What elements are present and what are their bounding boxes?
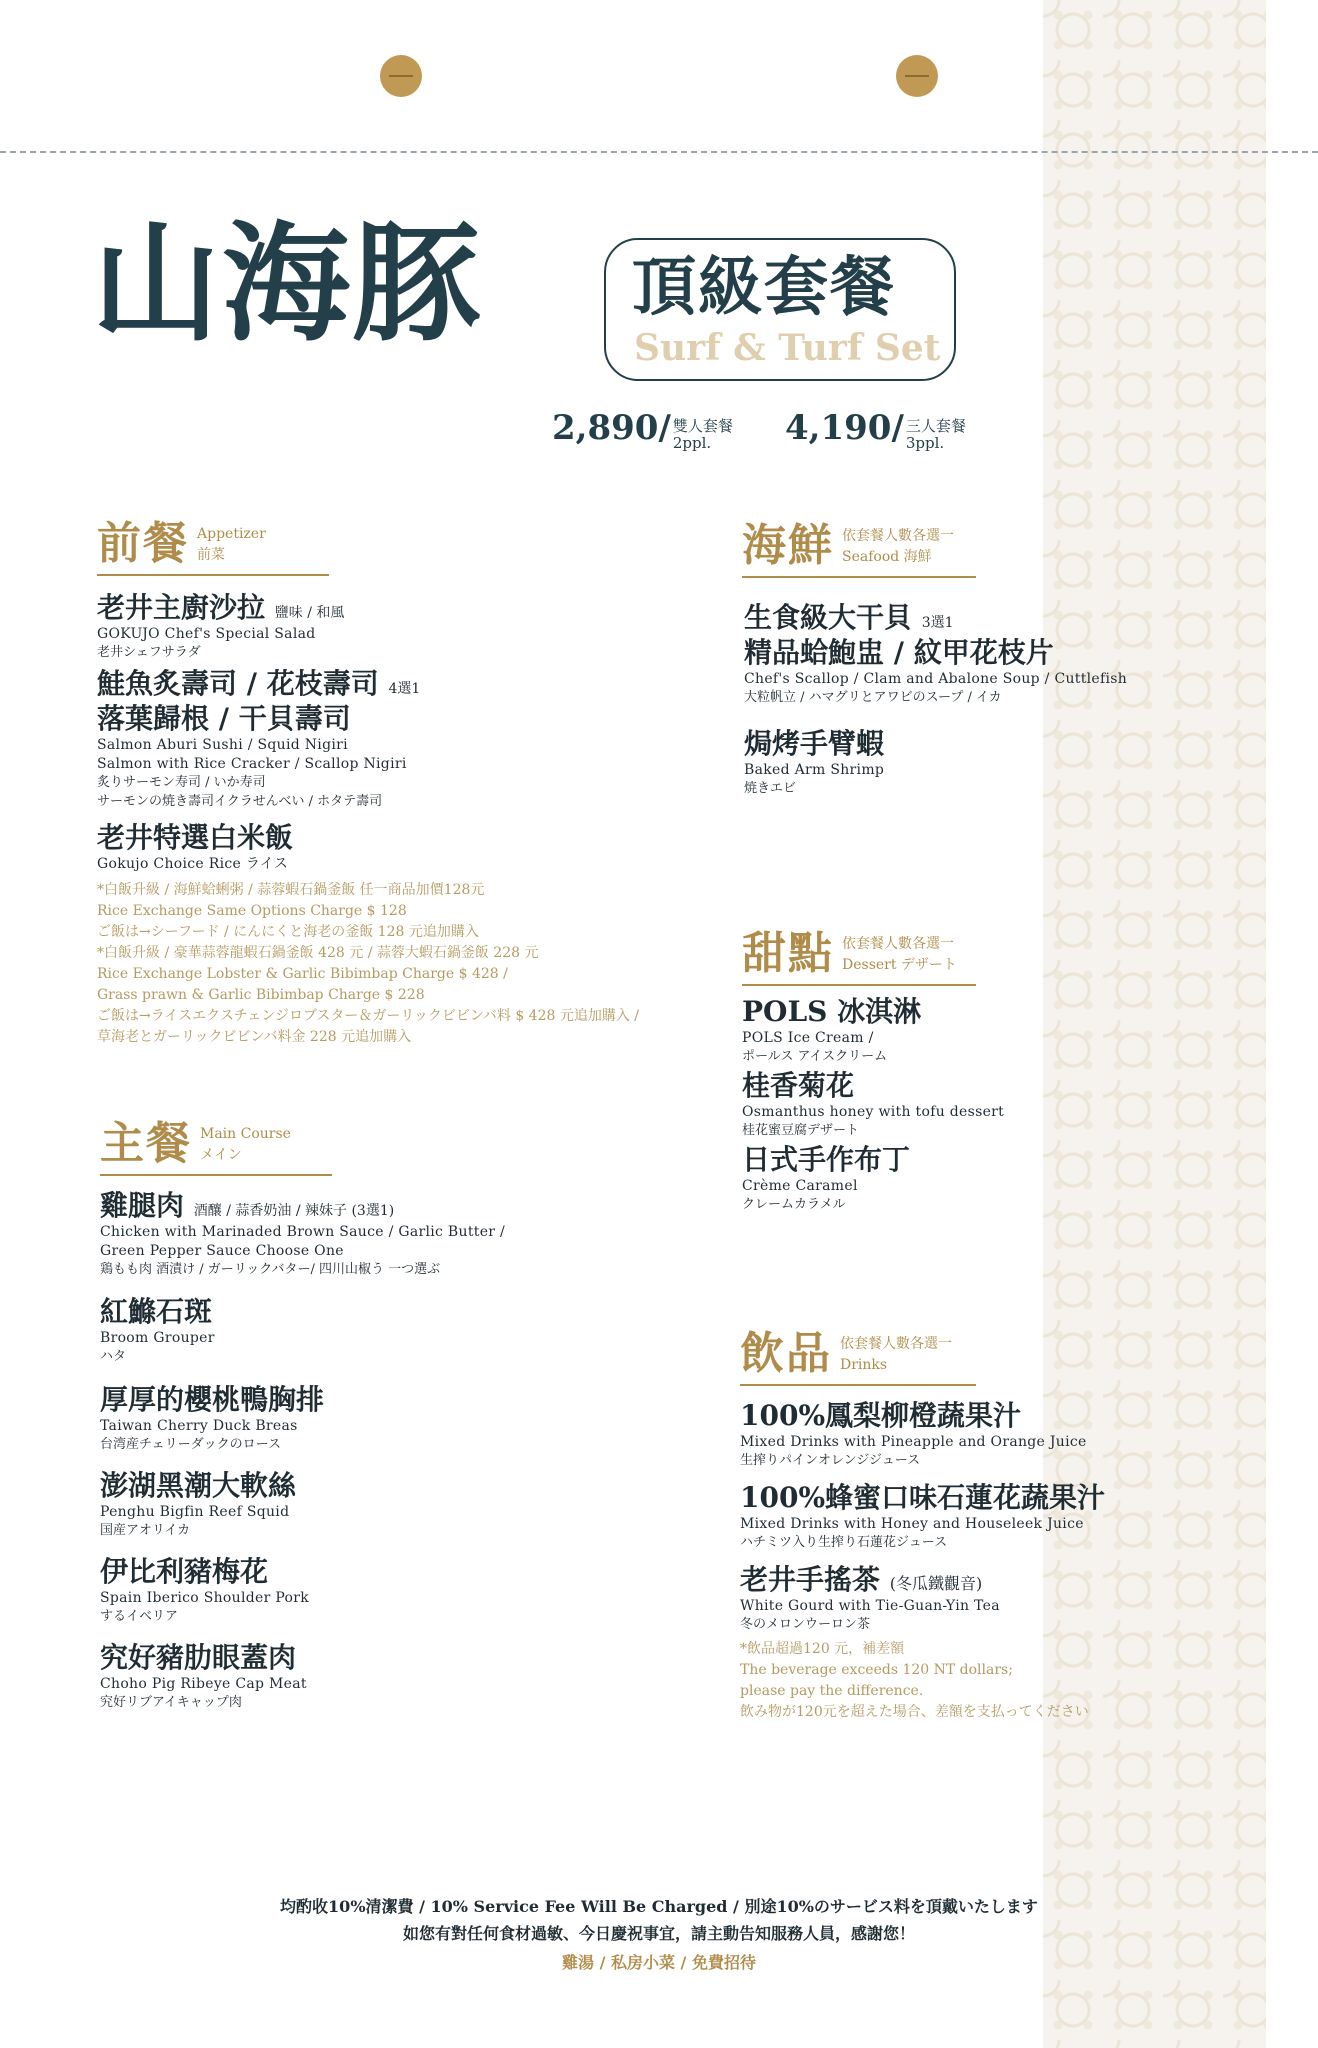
item-name: 100%鳳梨柳橙蔬果汁 bbox=[740, 1399, 1022, 1432]
footer-complimentary: 雞湯 / 私房小菜 / 免費招待 bbox=[562, 1953, 756, 1972]
drink-note: The beverage exceeds 120 NT dollars; bbox=[740, 1661, 1013, 1678]
section-subtitle-2: Seafood 海鮮 bbox=[842, 549, 932, 565]
section-title: 甜點 bbox=[742, 928, 834, 979]
item-note: 酒釀 / 蒜香奶油 / 辣妹子 (3選1) bbox=[193, 1203, 395, 1219]
section-subtitle-en: Main Course bbox=[200, 1126, 291, 1142]
decorative-pattern-strip bbox=[1043, 0, 1266, 2048]
item-en: Chef's Scallop / Clam and Abalone Soup / Cuttlefish bbox=[744, 671, 1128, 687]
menu-item bbox=[742, 994, 921, 1067]
item-name: 焗烤手臂蝦 bbox=[744, 727, 885, 760]
item-jp: 冬のメロンウーロン茶 bbox=[740, 1616, 871, 1632]
drink-note: *飲品超過120 元，補差額 bbox=[740, 1640, 905, 1657]
item-jp: 大粒帆立 / ハマグリとアワビのスープ / イカ bbox=[744, 689, 1002, 705]
menu-item bbox=[100, 1554, 309, 1627]
item-name: 日式手作布丁 bbox=[742, 1143, 911, 1176]
item-jp: 国産アオリイカ bbox=[100, 1522, 191, 1538]
item-name: 精品蛤鮑盅 / 紋甲花枝片 bbox=[744, 636, 1054, 669]
section-dessert-header bbox=[742, 928, 976, 986]
set-title-en: Surf & Turf Set bbox=[634, 327, 941, 369]
set-title-box bbox=[604, 238, 956, 381]
binder-hole-right bbox=[896, 55, 938, 97]
item-jp: 究好リブアイキャップ肉 bbox=[100, 1694, 242, 1710]
menu-item bbox=[740, 1398, 1087, 1471]
item-en: Salmon with Rice Cracker / Scallop Nigiri bbox=[97, 755, 407, 772]
item-jp: 鶏もも肉 酒漬け / ガーリックバター/ 四川山椒う 一つ選ぶ bbox=[100, 1261, 441, 1277]
item-note: (冬瓜鐵觀音) bbox=[889, 1574, 983, 1593]
footer-service-fee: 均酌收10%清潔費 / 10% Service Fee Will Be Charged / 別途10%のサービス料を頂戴いたします bbox=[280, 1897, 1038, 1916]
item-name: 紅鰷石斑 bbox=[100, 1295, 213, 1328]
price-label-en: 2ppl. bbox=[672, 433, 712, 452]
menu-item bbox=[100, 1640, 307, 1713]
section-underline bbox=[742, 576, 976, 578]
item-name: 100%蜂蜜口味石蓮花蔬果汁 bbox=[740, 1481, 1106, 1514]
item-name: POLS 冰淇淋 bbox=[742, 995, 922, 1028]
menu-item bbox=[740, 1480, 1105, 1553]
section-title: 飲品 bbox=[740, 1328, 832, 1379]
item-en: Choho Pig Ribeye Cap Meat bbox=[100, 1676, 307, 1692]
drink-note: please pay the difference. bbox=[740, 1682, 924, 1699]
dashed-divider bbox=[0, 151, 1318, 153]
item-jp: ハチミツ入り生搾り石蓮花ジュース bbox=[740, 1534, 948, 1550]
section-main-header bbox=[100, 1118, 332, 1176]
section-subtitle-en: Appetizer bbox=[197, 526, 266, 542]
item-jp: 桂花蜜豆腐デザート bbox=[742, 1122, 860, 1138]
item-en: Broom Grouper bbox=[100, 1330, 215, 1346]
menu-item bbox=[742, 1142, 910, 1215]
footer-allergy-note: 如您有對任何食材過敏、今日慶祝事宜，請主動告知服務人員，感謝您！ bbox=[402, 1924, 915, 1943]
item-jp: 焼きエビ bbox=[744, 780, 797, 796]
menu-item bbox=[97, 666, 420, 811]
section-subtitle-jp: メイン bbox=[200, 1147, 242, 1163]
menu-item bbox=[744, 726, 884, 799]
item-name: 澎湖黑潮大軟絲 bbox=[100, 1469, 297, 1502]
section-underline bbox=[740, 1384, 976, 1386]
item-jp: ハタ bbox=[100, 1348, 127, 1364]
item-jp: するイベリア bbox=[100, 1608, 179, 1624]
item-en: Osmanthus honey with tofu dessert bbox=[742, 1104, 1005, 1120]
item-jp: サーモンの焼き壽司イクラせんべい / ホタテ壽司 bbox=[97, 793, 383, 809]
price-3ppl bbox=[785, 408, 966, 451]
section-title: 主餐 bbox=[100, 1118, 192, 1169]
rice-note: 草海老とガーリックビビンバ料金 228 元追加購入 bbox=[97, 1028, 412, 1045]
item-name: 雞腿肉 bbox=[100, 1189, 185, 1222]
item-en: Salmon Aburi Sushi / Squid Nigiri bbox=[97, 737, 348, 753]
item-jp: 台湾産チェリーダックのロース bbox=[100, 1436, 281, 1452]
item-name: 老井手搖茶 bbox=[740, 1563, 881, 1596]
price-2ppl bbox=[552, 408, 733, 451]
section-subtitle-1: 依套餐人數各選一 bbox=[840, 1336, 952, 1352]
item-note: 4選1 bbox=[388, 681, 421, 697]
section-title: 前餐 bbox=[97, 518, 189, 569]
menu-item bbox=[742, 1068, 1004, 1141]
item-en: Taiwan Cherry Duck Breas bbox=[100, 1418, 298, 1434]
menu-item bbox=[100, 1468, 296, 1541]
section-underline bbox=[100, 1174, 332, 1176]
item-jp: 老井シェフサラダ bbox=[97, 644, 201, 660]
item-name: 老井主廚沙拉 bbox=[97, 591, 266, 624]
item-name: 桂香菊花 bbox=[742, 1069, 855, 1102]
item-jp: ポールス アイスクリーム bbox=[742, 1048, 888, 1064]
section-subtitle-1: 依套餐人數各選一 bbox=[842, 528, 954, 544]
item-name: 鮭魚炙壽司 / 花枝壽司 bbox=[97, 667, 379, 700]
section-seafood-header bbox=[742, 520, 976, 578]
menu-item bbox=[97, 820, 639, 1048]
item-en: Chicken with Marinaded Brown Sauce / Garlic Butter / bbox=[100, 1224, 506, 1240]
section-subtitle-1: 依套餐人數各選一 bbox=[842, 936, 954, 952]
rice-note: *白飯升級 / 海鮮蛤蜊粥 / 蒜蓉蝦石鍋釜飯 任一商品加價128元 bbox=[97, 881, 485, 898]
section-subtitle-jp: 前菜 bbox=[197, 547, 225, 563]
item-en: Green Pepper Sauce Choose One bbox=[100, 1242, 344, 1259]
item-en: Crème Caramel bbox=[742, 1178, 858, 1194]
rice-note: ご飯は→シーフード / にんにくと海老の釜飯 128 元追加購入 bbox=[97, 923, 479, 940]
item-jp: 炙りサーモン寿司 / いか寿司 bbox=[97, 774, 266, 790]
item-en: Mixed Drinks with Pineapple and Orange Juice bbox=[740, 1434, 1087, 1450]
item-note: 3選1 bbox=[921, 615, 954, 631]
binder-hole-left bbox=[380, 55, 422, 97]
price-label-cn: 三人套餐 bbox=[905, 417, 966, 435]
page-title: 山海豚 bbox=[92, 209, 483, 359]
menu-item bbox=[100, 1188, 505, 1280]
item-name: 落葉歸根 / 干貝壽司 bbox=[97, 702, 351, 735]
item-name: 老井特選白米飯 bbox=[97, 821, 294, 854]
price-label-cn: 雙人套餐 bbox=[672, 417, 733, 435]
item-jp: クレームカラメル bbox=[742, 1196, 846, 1212]
item-name: 厚厚的櫻桃鴨胸排 bbox=[100, 1383, 325, 1416]
item-en: Baked Arm Shrimp bbox=[744, 762, 885, 778]
item-name: 伊比利豬梅花 bbox=[100, 1555, 269, 1588]
item-name: 生食級大干貝 bbox=[744, 601, 913, 634]
item-en: Gokujo Choice Rice ライス bbox=[97, 856, 289, 872]
section-subtitle-2: Drinks bbox=[840, 1357, 888, 1373]
rice-note: ご飯は→ライスエクスチェンジロブスター＆ガーリックビビンバ料 $ 428 元追加購入 / bbox=[97, 1007, 640, 1024]
rice-note: Grass prawn & Garlic Bibimbap Charge $ 228 bbox=[97, 986, 425, 1003]
section-underline bbox=[742, 984, 976, 986]
item-en: Spain Iberico Shoulder Pork bbox=[100, 1590, 309, 1606]
menu-item bbox=[744, 600, 1127, 708]
menu-item bbox=[97, 590, 344, 663]
price-amount: 4,190/ bbox=[785, 408, 904, 448]
rice-note: *白飯升級 / 豪華蒜蓉龍蝦石鍋釜飯 428 元 / 蒜蓉大蝦石鍋釜飯 228 元 bbox=[97, 944, 539, 961]
section-underline bbox=[97, 574, 329, 576]
menu-item bbox=[740, 1562, 1089, 1723]
item-en: POLS Ice Cream / bbox=[742, 1030, 874, 1046]
section-title: 海鮮 bbox=[742, 520, 834, 571]
item-jp: 生搾りパインオレンジジュース bbox=[740, 1452, 921, 1468]
menu-item bbox=[100, 1294, 215, 1367]
item-name: 究好豬肋眼蓋肉 bbox=[100, 1641, 297, 1674]
section-appetizer-header bbox=[97, 518, 329, 576]
item-en: White Gourd with Tie-Guan-Yin Tea bbox=[740, 1598, 1000, 1614]
price-label-en: 3ppl. bbox=[905, 433, 945, 452]
rice-note: Rice Exchange Same Options Charge $ 128 bbox=[97, 902, 407, 919]
item-note: 鹽味 / 和風 bbox=[274, 605, 345, 621]
section-drinks-header bbox=[740, 1328, 976, 1386]
set-title-cn: 頂級套餐 bbox=[632, 250, 896, 325]
item-en: Penghu Bigfin Reef Squid bbox=[100, 1504, 290, 1520]
price-amount: 2,890/ bbox=[552, 408, 671, 448]
item-en: GOKUJO Chef's Special Salad bbox=[97, 626, 316, 642]
drink-note: 飲み物が120元を超えた場合、差額を支払ってください bbox=[740, 1703, 1089, 1720]
menu-item bbox=[100, 1382, 324, 1455]
rice-note: Rice Exchange Lobster & Garlic Bibimbap Charge $ 428 / bbox=[97, 965, 508, 982]
item-en: Mixed Drinks with Honey and Houseleek Juice bbox=[740, 1516, 1084, 1532]
section-subtitle-2: Dessert デザート bbox=[842, 957, 957, 973]
